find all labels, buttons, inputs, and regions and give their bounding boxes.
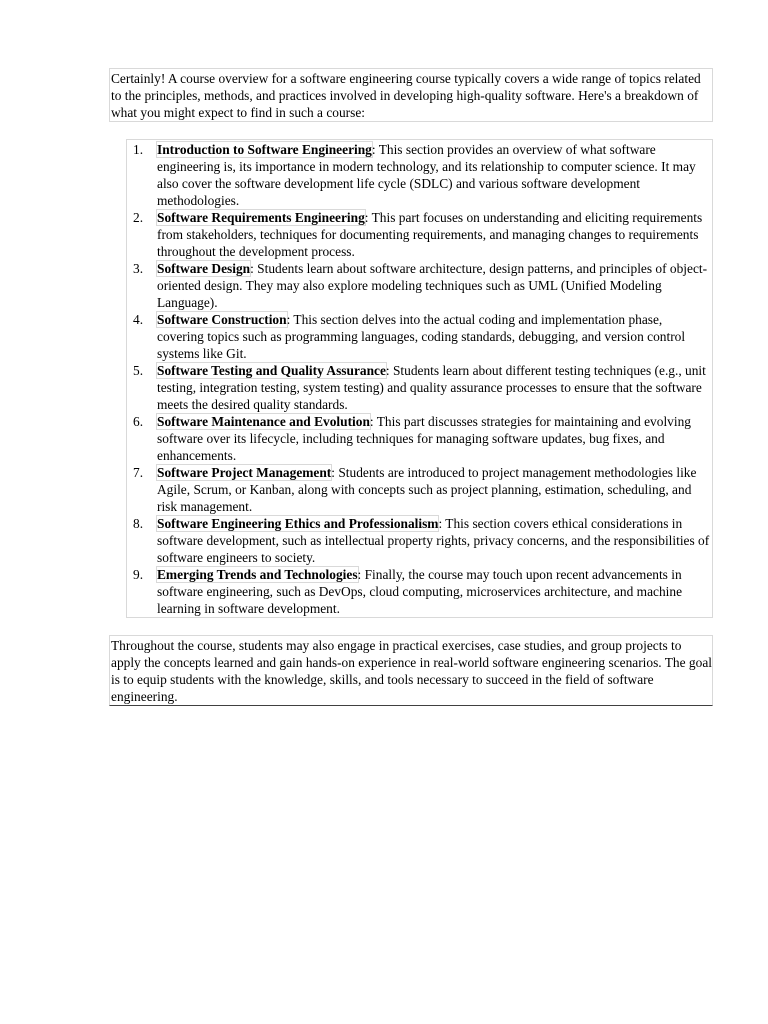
list-item-title: Software Requirements Engineering [157,210,365,225]
topic-list-container [126,139,713,618]
list-item [157,141,712,209]
list-item-text: : Students learn about different testing techniques (e.g., unit testing, integration testing, system testing) and quality assurance processes to ensure that the software meets the desired quality standards. [157,363,706,412]
list-item-title: Emerging Trends and Technologies [157,567,358,582]
list-item-title: Software Construction [157,312,287,327]
topic-list [128,141,712,617]
list-item-text: : Students learn about software architecture, design patterns, and principles of object-oriented design. They may also explore modeling techniques such as UML (Unified Modeling Language). [157,261,708,310]
list-item-title: Software Engineering Ethics and Professionalism [157,516,439,531]
list-item [157,311,712,362]
intro-paragraph: Certainly! A course overview for a software engineering course typically covers a wide range of topics related to the principles, methods, and practices involved in developing high-quality software. Here's a breakdown of what you might expect to find in such a course: [109,68,713,122]
list-item-title: Software Project Management [157,465,332,480]
list-item-text: : This section provides an overview of what software engineering is, its importance in modern technology, and its relationship to computer science. It may also cover the software development life cycle (SDLC) and various software development methodologies. [157,142,696,208]
list-item [157,566,712,617]
list-item-title: Software Testing and Quality Assurance [157,363,386,378]
list-item [157,209,712,260]
document-page [109,68,713,706]
list-item [157,413,712,464]
list-item [157,464,712,515]
list-item-text: : This part focuses on understanding and eliciting requirements from stakeholders, techniques for documenting requirements, and managing changes to requirements throughout the development process. [157,210,703,259]
list-item [157,260,712,311]
list-item-text: : This part discusses strategies for maintaining and evolving software over its lifecycle, including techniques for managing software updates, bug fixes, and enhancements. [157,414,691,463]
closing-paragraph: Throughout the course, students may also engage in practical exercises, case studies, and group projects to apply the concepts learned and gain hands-on experience in real-world software engineering scenarios. The goal is to equip students with the knowledge, skills, and tools necessary to succeed in the field of software engineering. [109,635,713,706]
list-item-text: : Students are introduced to project management methodologies like Agile, Scrum, or Kanban, along with concepts such as project planning, estimation, scheduling, and risk management. [157,465,697,514]
list-item-title: Software Design [157,261,251,276]
list-item-title: Introduction to Software Engineering [157,142,372,157]
list-item-title: Software Maintenance and Evolution [157,414,370,429]
list-item-text: : This section covers ethical considerations in software development, such as intellectual property rights, privacy concerns, and the responsibilities of software engineers to society. [157,516,710,565]
list-item-text: : Finally, the course may touch upon recent advancements in software engineering, such as DevOps, cloud computing, microservices architecture, and machine learning in software development. [157,567,683,616]
list-item-text: : This section delves into the actual coding and implementation phase, covering topics such as programming languages, coding standards, debugging, and version control systems like Git. [157,312,686,361]
list-item [157,515,712,566]
list-item [157,362,712,413]
